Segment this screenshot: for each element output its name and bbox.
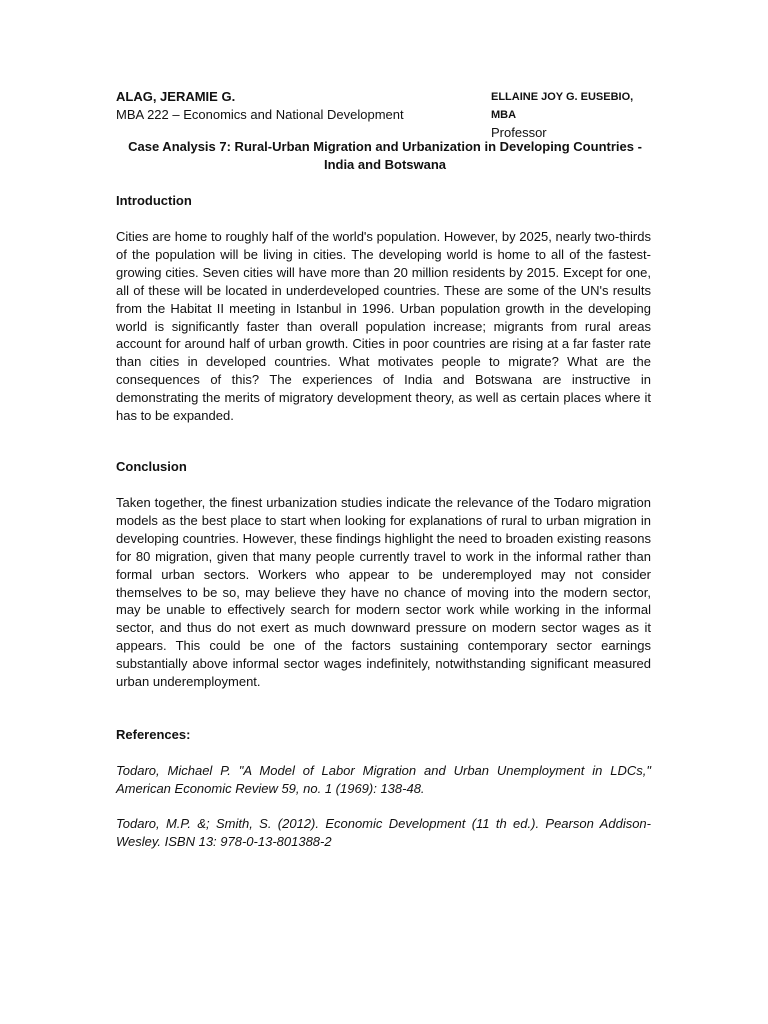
document-title: Case Analysis 7: Rural-Urban Migration and Urbanization in Developing Countries - India and Botswana (128, 139, 642, 172)
conclusion-body: Taken together, the finest urbanization studies indicate the relevance of the Todaro migration models as the best place to start when looking for explanations of rural to urban migration in developing countries. However, these findings highlight the need to broaden existing reasons for 80 migration, given that many people currently travel to work in the informal rather than formal urban sectors. Workers who appear to be underemployed may not consider themselves to be so, may believe they have no chance of moving into the modern sector, may be unable to effectively search for modern sector work while working in the informal sector, and thus do not exert as much downward pressure on modern sector wages as it appears. This could be one of the factors sustaining contemporary sector earnings substantially above informal sector wages indefinitely, notwithstanding significant measured urban underemployment. (116, 495, 651, 690)
professor-name: ELLAINE JOY G. EUSEBIO, MBA (491, 91, 634, 121)
introduction-heading: Introduction (116, 193, 192, 208)
author-name: ALAG, JERAMIE G. (116, 89, 236, 104)
professor-title: Professor (491, 125, 547, 140)
professor-info (491, 88, 654, 142)
conclusion-heading: Conclusion (116, 459, 187, 474)
reference-item-1: Todaro, Michael P. "A Model of Labor Migration and Urban Unemployment in LDCs," American Economic Review 59, no. 1 (1969): 138-48. (116, 763, 651, 796)
introduction-body: Cities are home to roughly half of the world's population. However, by 2025, nearly two-thirds of the population will be living in cities. The developing world is home to all of the fastest-growing cities. Seven cities will have more than 20 million residents by 2015. Except for one, all of these will be located in underdeveloped countries. These are some of the UN's results from the Habitat II meeting in Istanbul in 1996. Urban population growth in the developing world is significantly faster than overall population increase; migrants from rural areas account for around half of urban growth. Cities in poor countries are rising at a far faster rate than cities in developed countries. What motivates people to migrate? What are the consequences of this? The experiences of India and Botswana are instructive in demonstrating the merits of migratory development theory, as well as certain places where it has to be expanded. (116, 229, 651, 424)
course-name: MBA 222 – Economics and National Development (116, 107, 404, 122)
reference-item-2: Todaro, M.P. &; Smith, S. (2012). Economic Development (11 th ed.). Pearson Addison-Wesley. ISBN 13: 978-0-13-801388-2 (116, 816, 651, 849)
document-header (116, 88, 654, 140)
references-heading: References: (116, 727, 191, 742)
student-info (116, 88, 404, 124)
